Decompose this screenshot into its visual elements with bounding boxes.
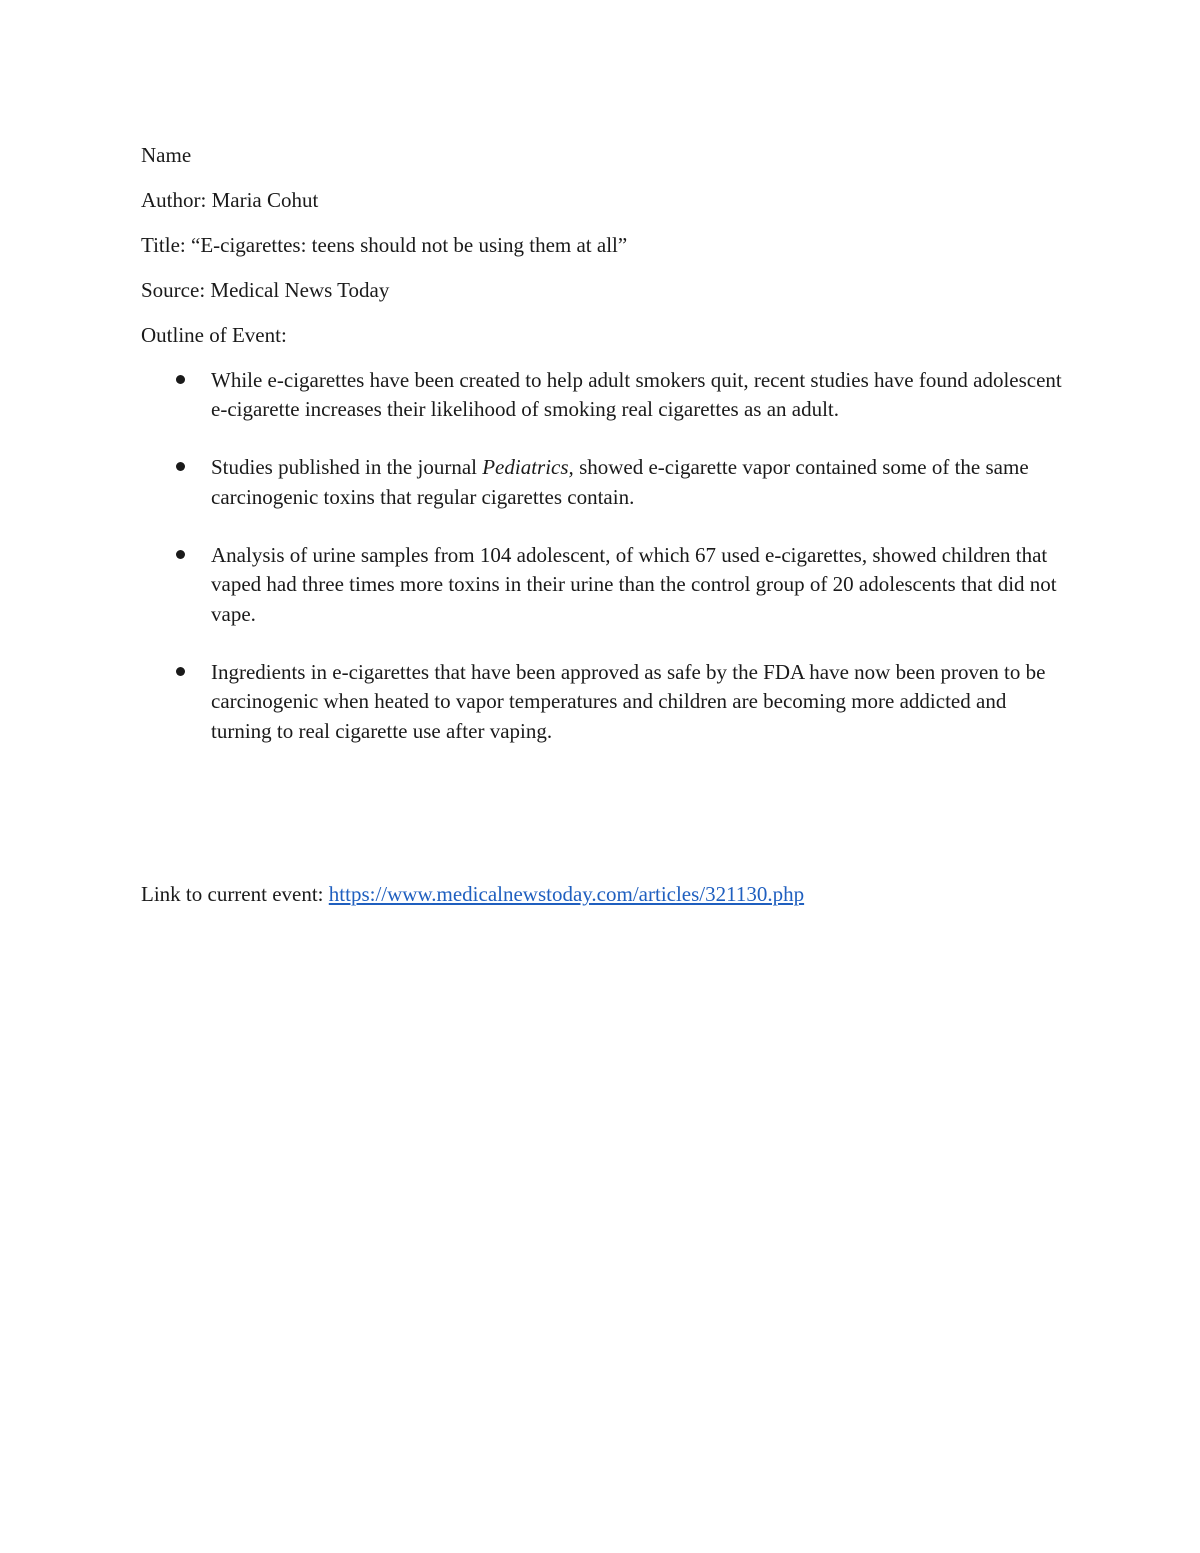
name-label: Name <box>141 143 192 167</box>
bullet-icon <box>176 550 185 559</box>
outline-list <box>141 366 1071 747</box>
list-item <box>141 366 1071 425</box>
bullet-text: While e-cigarettes have been created to help adult smokers quit, recent studies have found adolescent e-cigarette increases their likelihood of smoking real cigarettes as an adult. <box>211 367 1062 421</box>
list-item <box>141 658 1071 747</box>
link-label: Link to current event: <box>141 882 324 906</box>
article-link[interactable]: https://www.medicalnewstoday.com/articles/321130.php <box>328 882 805 906</box>
link-line <box>141 880 804 910</box>
bullet-text: Analysis of urine samples from 104 adolescent, of which 67 used e-cigarettes, showed children that vaped had three times more toxins in their urine than the control group of 20 adolescents that did not vape. <box>211 542 1057 626</box>
name-line <box>141 141 1071 171</box>
list-item <box>141 541 1071 630</box>
title-label: Title: <box>141 233 186 257</box>
bullet-icon <box>176 667 185 676</box>
journal-name: Pediatrics, <box>482 455 574 479</box>
source-value: Medical News Today <box>210 278 390 302</box>
source-line <box>141 276 1071 306</box>
title-line <box>141 231 1071 261</box>
title-value: “E-cigarettes: teens should not be using them at all” <box>191 233 628 257</box>
author-line <box>141 186 1071 216</box>
outline-label: Outline of Event: <box>141 323 287 347</box>
source-label: Source: <box>141 278 206 302</box>
bullet-text-after: showed e-cigarette vapor contained some of the same carcinogenic toxins that regular cigarettes contain. <box>211 455 1029 509</box>
bullet-text: Ingredients in e-cigarettes that have been approved as safe by the FDA have now been proven to be carcinogenic when heated to vapor temperatures and children are becoming more addicted and turning to real cigarette use after vaping. <box>211 659 1046 743</box>
bullet-icon <box>176 375 185 384</box>
author-value: Maria Cohut <box>211 188 319 212</box>
list-item <box>141 453 1071 512</box>
bullet-text-before: Studies published in the journal <box>211 455 483 479</box>
bullet-icon <box>176 462 185 471</box>
outline-heading <box>141 321 1071 351</box>
author-label: Author: <box>141 188 207 212</box>
document-body <box>141 141 1071 775</box>
